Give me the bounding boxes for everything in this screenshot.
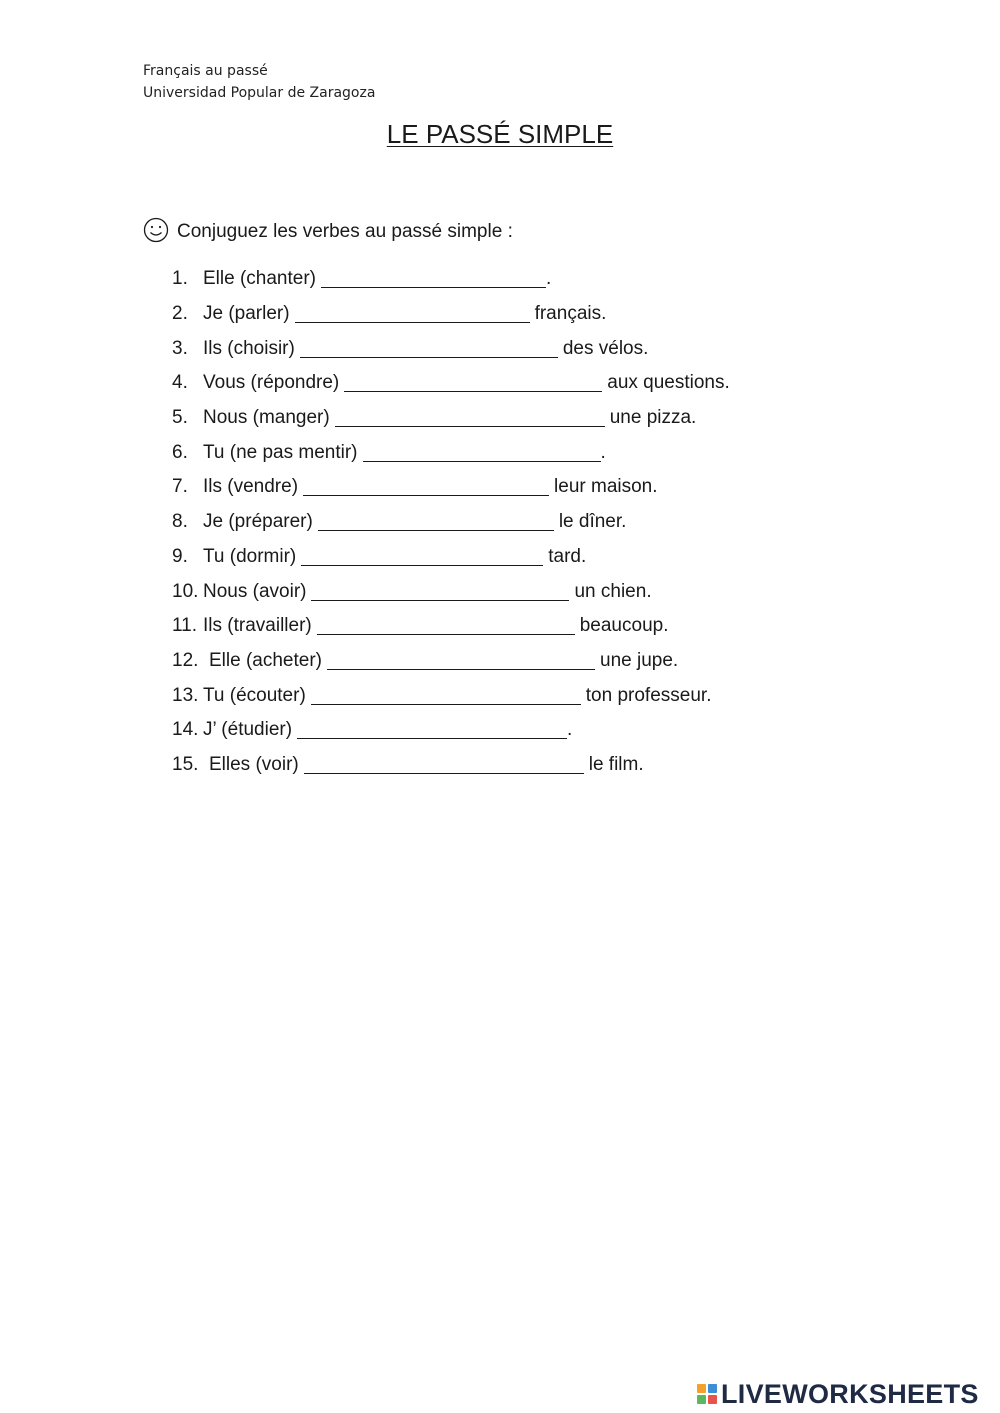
exercise-continuation: le film. bbox=[588, 753, 644, 775]
exercise-prompt: Nous (manger) bbox=[203, 407, 330, 429]
exercise-number: 11. bbox=[172, 615, 198, 637]
exercise-prompt: J’ (étudier) bbox=[203, 719, 293, 741]
exercise-prompt: Elle (chanter) bbox=[203, 268, 316, 290]
exercise-prompt: Ils (travailler) bbox=[203, 615, 312, 637]
exercise-continuation: aux questions. bbox=[607, 372, 730, 394]
instruction-text: Conjuguez les verbes au passé simple : bbox=[177, 221, 513, 242]
exercise-item bbox=[172, 748, 730, 783]
exercise-prompt: Ils (choisir) bbox=[203, 337, 295, 359]
exercise-continuation: une pizza. bbox=[609, 407, 697, 429]
answer-blank[interactable] bbox=[327, 650, 595, 670]
logo-mark-icon bbox=[697, 1384, 717, 1404]
exercise-continuation: une jupe. bbox=[600, 649, 679, 671]
exercise-list bbox=[172, 262, 730, 782]
exercise-continuation: ton professeur. bbox=[585, 684, 712, 706]
exercise-prompt: Tu (écouter) bbox=[203, 684, 306, 706]
exercise-number: 8. bbox=[172, 511, 188, 533]
exercise-prompt: Ils (vendre) bbox=[203, 476, 299, 498]
exercise-continuation: des vélos. bbox=[562, 337, 649, 359]
exercise-continuation: un chien. bbox=[574, 580, 652, 602]
exercise-item bbox=[172, 297, 730, 332]
exercise-prompt: Tu (dormir) bbox=[203, 545, 297, 567]
exercise-number: 14. bbox=[172, 719, 199, 741]
exercise-item bbox=[172, 574, 730, 609]
exercise-continuation: beaucoup. bbox=[579, 615, 669, 637]
exercise-item bbox=[172, 262, 730, 297]
answer-blank[interactable] bbox=[300, 338, 558, 358]
exercise-continuation: français. bbox=[534, 303, 607, 325]
exercise-number: 4. bbox=[172, 372, 188, 394]
exercise-prompt: Nous (avoir) bbox=[203, 580, 307, 602]
exercise-continuation: tard. bbox=[548, 545, 587, 567]
answer-blank[interactable] bbox=[321, 268, 546, 288]
answer-blank[interactable] bbox=[303, 476, 549, 496]
course-title: Français au passé bbox=[143, 63, 268, 79]
answer-blank[interactable] bbox=[335, 407, 605, 427]
document-header bbox=[143, 60, 375, 104]
exercise-number: 13. bbox=[172, 684, 199, 706]
exercise-item bbox=[172, 366, 730, 401]
exercise-item bbox=[172, 401, 730, 436]
exercise-item bbox=[172, 678, 730, 713]
exercise-continuation: . bbox=[567, 719, 573, 741]
logo-tile bbox=[708, 1395, 717, 1404]
exercise-number: 2. bbox=[172, 303, 188, 325]
exercise-item bbox=[172, 470, 730, 505]
answer-blank[interactable] bbox=[311, 685, 581, 705]
answer-blank[interactable] bbox=[363, 442, 601, 462]
page-title-text: LE PASSÉ SIMPLE bbox=[386, 119, 614, 149]
exercise-number: 7. bbox=[172, 476, 188, 498]
logo-tile bbox=[708, 1384, 717, 1393]
answer-blank[interactable] bbox=[295, 303, 530, 323]
exercise-prompt: Elles (voir) bbox=[209, 753, 299, 775]
exercise-number: 15. bbox=[172, 753, 199, 775]
exercise-prompt: Je (parler) bbox=[203, 303, 290, 325]
answer-blank[interactable] bbox=[301, 546, 543, 566]
exercise-item bbox=[172, 435, 730, 470]
answer-blank[interactable] bbox=[318, 511, 554, 531]
exercise-continuation: le dîner. bbox=[558, 511, 627, 533]
exercise-item bbox=[172, 505, 730, 540]
answer-blank[interactable] bbox=[344, 372, 602, 392]
logo-tile bbox=[697, 1384, 706, 1393]
exercise-number: 5. bbox=[172, 407, 188, 429]
exercise-continuation: . bbox=[546, 268, 552, 290]
exercise-item bbox=[172, 540, 730, 575]
exercise-item bbox=[172, 713, 730, 748]
exercise-continuation: . bbox=[600, 441, 606, 463]
answer-blank[interactable] bbox=[317, 615, 575, 635]
answer-blank[interactable] bbox=[311, 581, 569, 601]
exercise-prompt: Je (préparer) bbox=[203, 511, 313, 533]
exercise-item bbox=[172, 644, 730, 679]
exercise-number: 6. bbox=[172, 441, 188, 463]
page-title bbox=[0, 118, 1000, 150]
institution-name: Universidad Popular de Zaragoza bbox=[143, 85, 376, 101]
exercise-prompt: Vous (répondre) bbox=[203, 372, 340, 394]
liveworksheets-logo bbox=[697, 1380, 979, 1408]
exercise-number: 3. bbox=[172, 337, 188, 359]
exercise-prompt: Elle (acheter) bbox=[209, 649, 322, 671]
exercise-number: 9. bbox=[172, 545, 188, 567]
exercise-item bbox=[172, 609, 730, 644]
exercise-number: 1. bbox=[172, 268, 188, 290]
logo-tile bbox=[697, 1395, 706, 1404]
answer-blank[interactable] bbox=[297, 719, 567, 739]
exercise-continuation: leur maison. bbox=[554, 476, 658, 498]
answer-blank[interactable] bbox=[304, 754, 584, 774]
exercise-number: 12. bbox=[172, 649, 199, 671]
exercise-item bbox=[172, 331, 730, 366]
smiley-icon bbox=[143, 217, 169, 243]
exercise-number: 10. bbox=[172, 580, 199, 602]
exercise-prompt: Tu (ne pas mentir) bbox=[203, 441, 358, 463]
logo-text: LIVEWORKSHEETS bbox=[721, 1379, 979, 1409]
instruction bbox=[143, 218, 513, 246]
